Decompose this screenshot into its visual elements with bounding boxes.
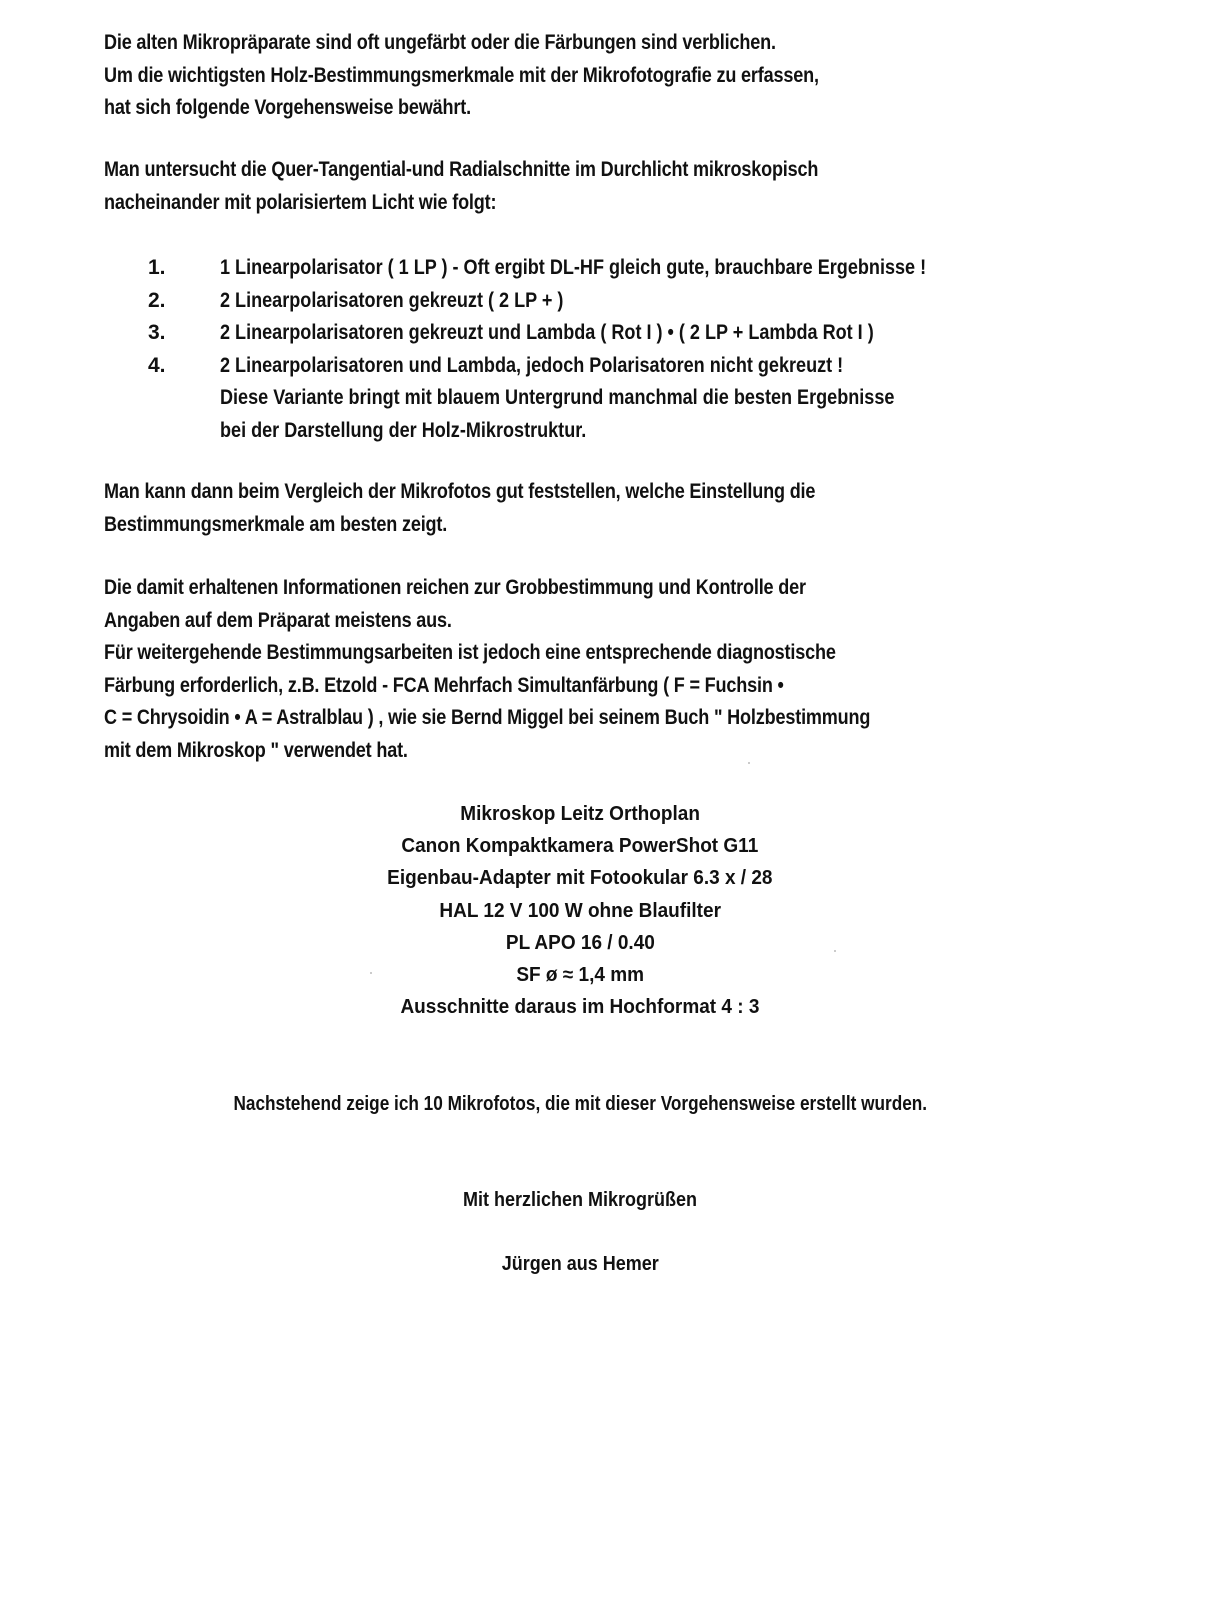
equipment-line <box>0 991 1160 1023</box>
comparison-line <box>104 476 931 509</box>
equipment-line-text: SF ø ≈ 1,4 mm <box>516 964 644 987</box>
intro-line <box>104 60 935 93</box>
method-line-text: nacheinander mit polarisiertem Licht wie folgt: <box>104 190 497 214</box>
step-continuation-text: Diese Variante bringt mit blauem Untergrund manchmal die besten Ergebnisse <box>220 386 895 409</box>
info-line-text: Die damit erhaltenen Informationen reichen zur Grobbestimmung und Kontrolle der <box>104 576 806 599</box>
comparison-line-text: Bestimmungsmerkmale am besten zeigt. <box>104 512 448 536</box>
equipment-line <box>0 862 1160 894</box>
info-line <box>104 605 995 638</box>
closing-note <box>0 1088 1160 1120</box>
step-text: 2 Linearpolarisatoren gekreuzt ( 2 LP + ) <box>220 288 564 312</box>
info-line <box>104 572 995 605</box>
scan-speck <box>834 950 836 952</box>
info-line <box>104 637 995 670</box>
comparison-line-text: Man kann dann beim Vergleich der Mikrofotos gut feststellen, welche Einstellung die <box>104 480 816 503</box>
greeting-text: Mit herzlichen Mikrogrüßen <box>462 1189 698 1211</box>
scan-speck <box>748 762 750 764</box>
intro-line-text: hat sich folgende Vorgehensweise bewährt. <box>104 96 471 119</box>
info-line <box>104 670 995 703</box>
method-line <box>104 187 935 220</box>
step-number: 4. <box>148 353 166 377</box>
signature-text: Jürgen aus Hemer <box>501 1253 659 1275</box>
step-text-wrap <box>220 252 1041 285</box>
equipment-line-text: Mikroskop Leitz Orthoplan <box>460 803 700 825</box>
info-line-text: Färbung erforderlich, z.B. Etzold - FCA Mehrfach Simultanfärbung ( F = Fuchsin • <box>104 673 784 697</box>
step-number: 3. <box>148 321 166 344</box>
comparison-paragraph <box>104 476 931 541</box>
info-line-text: Angaben auf dem Präparat meistens aus. <box>104 608 452 632</box>
comparison-line <box>104 509 931 542</box>
equipment-line <box>0 895 1160 927</box>
step-number: 2. <box>148 288 166 312</box>
info-line-text: mit dem Mikroskop " verwendet hat. <box>104 738 408 762</box>
method-paragraph <box>104 154 935 219</box>
equipment-line-text: HAL 12 V 100 W ohne Blaufilter <box>439 899 721 922</box>
step-text: 2 Linearpolarisatoren und Lambda, jedoch Polarisatoren nicht gekreuzt ! <box>220 353 844 377</box>
equipment-line-text: Eigenbau-Adapter mit Fotookular 6.3 x / 28 <box>387 867 773 890</box>
step-text-wrap <box>220 285 619 318</box>
greeting <box>0 1184 1160 1216</box>
signature <box>0 1248 1160 1280</box>
intro-line <box>104 92 935 125</box>
equipment-block <box>0 798 1160 1023</box>
method-line <box>104 154 935 187</box>
method-line-text: Man untersucht die Quer-Tangential-und Radialschnitte im Durchlicht mikroskopisch <box>104 158 819 181</box>
equipment-line <box>0 830 1160 862</box>
step-text: 2 Linearpolarisatoren gekreuzt und Lambda ( Rot I ) • ( 2 LP + Lambda Rot I ) <box>220 321 874 344</box>
intro-paragraph <box>104 27 935 125</box>
equipment-line <box>0 798 1160 830</box>
step-continuation-text: bei der Darstellung der Holz-Mikrostruktur. <box>220 418 587 442</box>
intro-line-text: Die alten Mikropräparate sind oft ungefärbt oder die Färbungen sind verblichen. <box>104 31 776 54</box>
scan-speck <box>370 972 372 974</box>
intro-line-text: Um die wichtigsten Holz-Bestimmungsmerkmale mit der Mikrofotografie zu erfassen, <box>104 63 819 87</box>
equipment-line-text: PL APO 16 / 0.40 <box>505 931 655 954</box>
equipment-line-text: Ausschnitte daraus im Hochformat 4 : 3 <box>400 996 760 1019</box>
intro-line <box>104 27 935 60</box>
equipment-line-text: Canon Kompaktkamera PowerShot G11 <box>401 835 759 858</box>
step-text: 1 Linearpolarisator ( 1 LP ) - Oft ergibt DL-HF gleich gute, brauchbare Ergebnisse ! <box>220 256 927 279</box>
equipment-line <box>0 959 1160 991</box>
info-line-text: Für weitergehende Bestimmungsarbeiten ist jedoch eine entsprechende diagnostische <box>104 641 836 664</box>
step-text-wrap <box>220 317 980 350</box>
info-line <box>104 702 995 735</box>
info-line-text: C = Chrysoidin • A = Astralblau ) , wie sie Bernd Miggel bei seinem Buch " Holzbestimmung <box>104 706 871 729</box>
step-continuation-wrap <box>220 415 646 448</box>
step-text-wrap <box>220 350 945 383</box>
step-number: 1. <box>148 256 166 279</box>
closing-note-text: Nachstehend zeige ich 10 Mikrofotos, die mit dieser Vorgehensweise erstellt wurden. <box>233 1093 927 1115</box>
step-continuation-wrap <box>220 382 1004 415</box>
info-paragraph <box>104 572 995 767</box>
equipment-line <box>0 927 1160 959</box>
info-line <box>104 735 995 768</box>
